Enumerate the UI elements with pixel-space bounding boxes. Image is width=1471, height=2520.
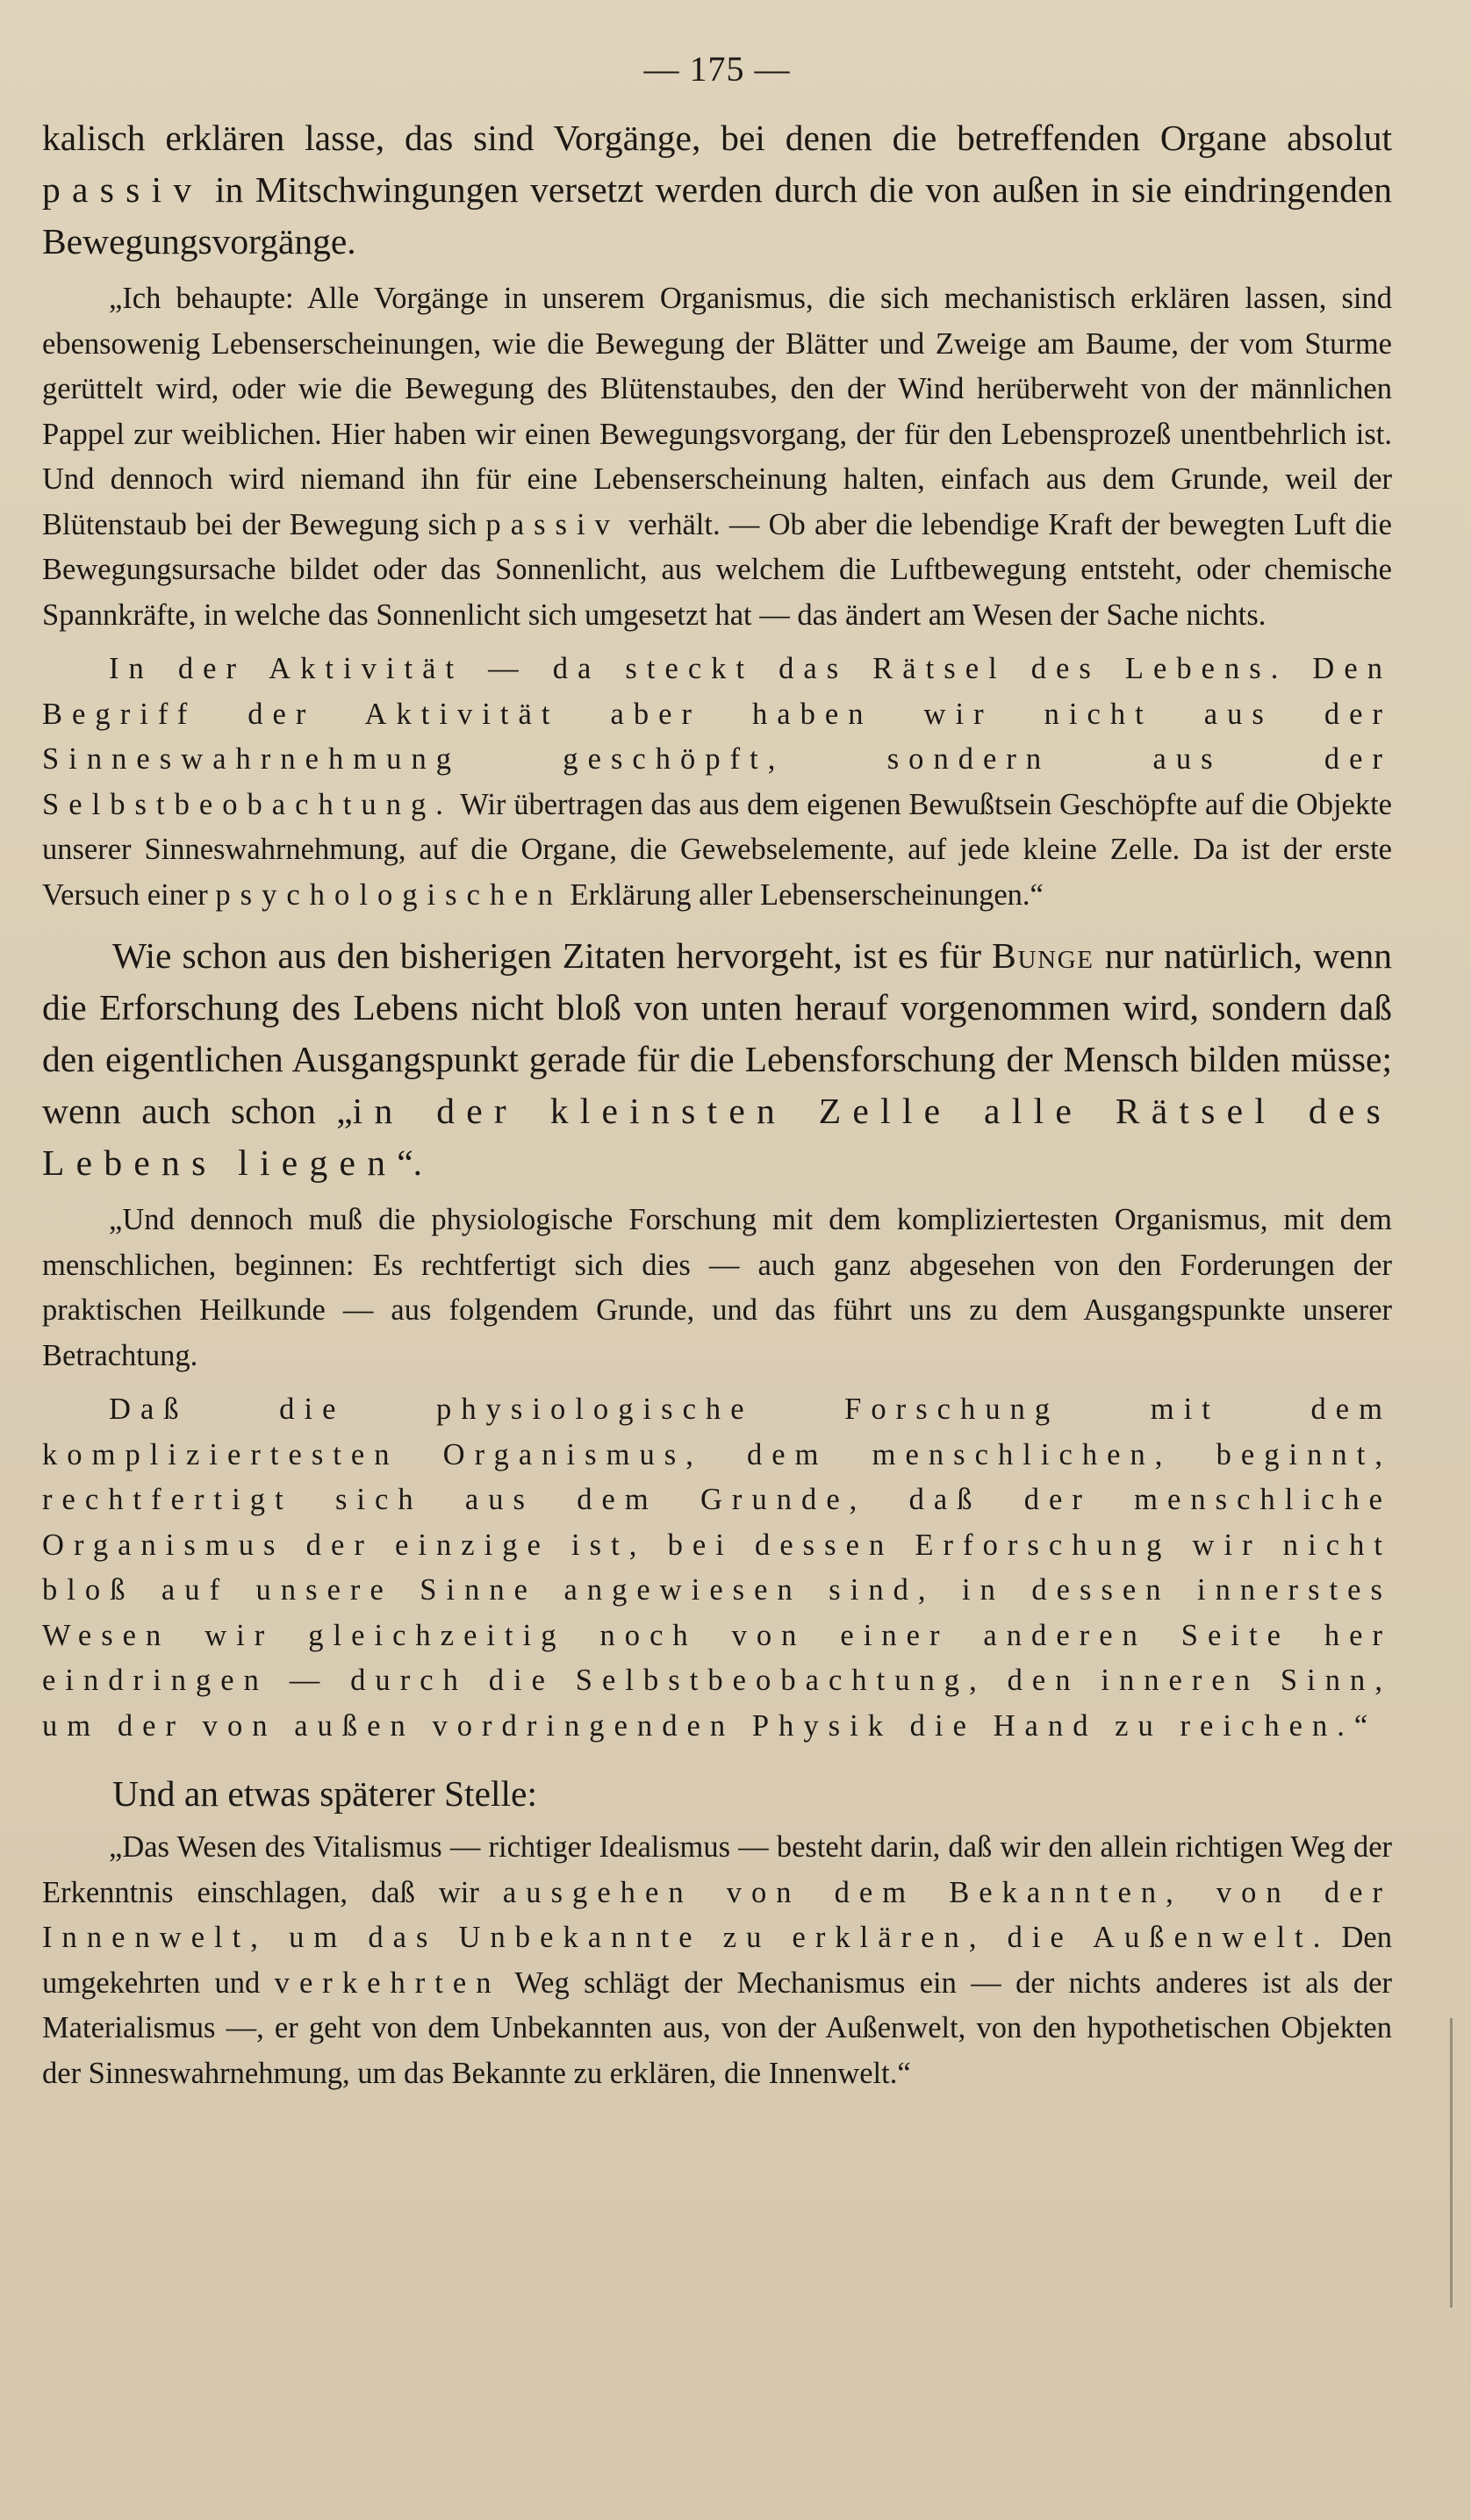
text-run: „Das Wesen des Vitalismus — richtiger Idealismus — besteht darin, daß wir den allein richtigen Weg der Erkenntnis einschlagen, daß wir [42, 1830, 1392, 1909]
margin-pencil-line [1450, 2018, 1453, 2308]
text-run: “ [1353, 1708, 1368, 1743]
quote-paragraph-4 [42, 1387, 1392, 1749]
text-run: Weg schlägt der Mechanismus ein — der nichts anderes ist als der Materialismus —, er geht von dem Unbekannten aus, von der Außenwelt, von den hypothetischen Objekten der Sinneswahrnehmung, um das Bekannte zu erklären, die Innenwelt.“ [42, 1965, 1392, 2090]
text-run: verhält. — Ob aber die lebendige Kraft der bewegten Luft die Bewegungsursache bildet oder das Sonnenlicht, aus welchem die Luftbewegung entsteht, oder chemische Spannkräfte, in welche das Sonnenlicht sich umgesetzt hat — das ändert am Wesen der Sache nichts. [42, 507, 1392, 632]
text-run: Erklärung aller Lebenserscheinungen.“ [562, 877, 1044, 912]
spaced-emphasis: Daß die physiologische Forschung mit dem kompliziertesten Organismus, dem menschlichen, beginnt, rechtfertigt sich aus dem Grunde, daß der menschliche Organismus der einzige ist, bei dessen Erforschung wir nicht bloß auf unsere Sinne angewiesen sind, in dessen innerstes Wesen wir gleichzeitig noch von einer anderen Seite her eindringen — durch die Selbstbeobachtung, den inneren Sinn, um der von außen vordringenden Physik die Hand zu reichen. [42, 1392, 1392, 1743]
text-run: „Ich behaupte: Alle Vorgänge in unserem Organismus, die sich mechanistisch erklären lassen, sind ebensowenig Lebenserscheinungen, wie die Bewegung der Blätter und Zweige am Baume, der vom Sturme gerüttelt wird, oder wie die Bewegung des Blütenstaubes, den der Wind herüberweht von der männlichen Pappel zur weiblichen. Hier haben wir einen Bewegungsvorgang, der für den Lebensprozeß unentbehrlich ist. Und dennoch wird niemand ihn für eine Lebenserscheinung halten, einfach aus dem Grunde, weil der Blütenstaub bei der Bewegung sich [42, 282, 1392, 541]
quote-paragraph-3: „Und dennoch muß die physiologische Forschung mit dem kompliziertesten Organismus, mit dem menschlichen, beginnen: Es rechtfertigt sich dies — auch ganz abgesehen von den Forderungen der praktischen Heilkunde — aus folgendem Grunde, und das führt uns zu dem Ausgangspunkte unserer Betrachtung. [42, 1203, 1392, 1372]
quote-paragraph-2 [42, 647, 1392, 918]
quote-paragraph-5 [42, 1825, 1392, 2096]
section-lead-in: Und an etwas späterer Stelle: [112, 1773, 537, 1814]
spaced-emphasis: verkehrten [274, 1965, 501, 2000]
text-run: in Mitschwingungen versetzt werden durch die von außen in sie eindringenden Bewegungsvorgänge. [42, 169, 1392, 261]
spaced-emphasis: psychologischen [215, 877, 563, 912]
spaced-emphasis: ausgehen von dem Bekannten, von der Innenwelt, um das Unbekannte zu erklären, die Außenwelt. [42, 1875, 1393, 1954]
spaced-emphasis: in der kleinsten Zelle alle Rätsel des Lebens liegen [42, 1091, 1393, 1183]
quote-paragraph-1 [42, 276, 1392, 638]
text-run: “. [397, 1142, 423, 1183]
page-number: — 175 — [643, 49, 791, 89]
text-run: Den umgekehrten und [42, 1921, 1392, 2000]
main-paragraph [42, 930, 1392, 1189]
paragraph-continuation [42, 112, 1392, 268]
text-run: Wie schon aus den bisherigen Zitaten hervorgeht, ist es für [112, 935, 993, 976]
text-run: nur natürlich, wenn die Erforschung des Lebens nicht bloß von unten herauf vorgenommen wird, sondern daß den eigentlichen Ausgangspunkt gerade für die Lebensforschung der Mensch bilden müsse; wenn auch schon „ [42, 935, 1392, 1131]
text-run: kalisch erklären lasse, das sind Vorgänge, bei denen die betreffenden Organe absolut [42, 118, 1392, 158]
spaced-emphasis: In der Aktivität — da steckt das Rätsel des Lebens. Den Begriff der Aktivität aber haben wir nicht aus der Sinneswahrnehmung geschöpft, sondern aus der Selbstbeobachtung. [42, 652, 1392, 821]
spaced-emphasis: passiv [42, 169, 204, 210]
author-name: Bunge [992, 935, 1094, 976]
spaced-emphasis: passiv [485, 507, 620, 541]
text-run: Wir übertragen das aus dem eigenen Bewußtsein Geschöpfte auf die Objekte unserer Sinneswahrnehmung, auf die Organe, die Gewebselemente, auf jede kleine Zelle. Da ist der erste Versuch einer [42, 787, 1392, 912]
